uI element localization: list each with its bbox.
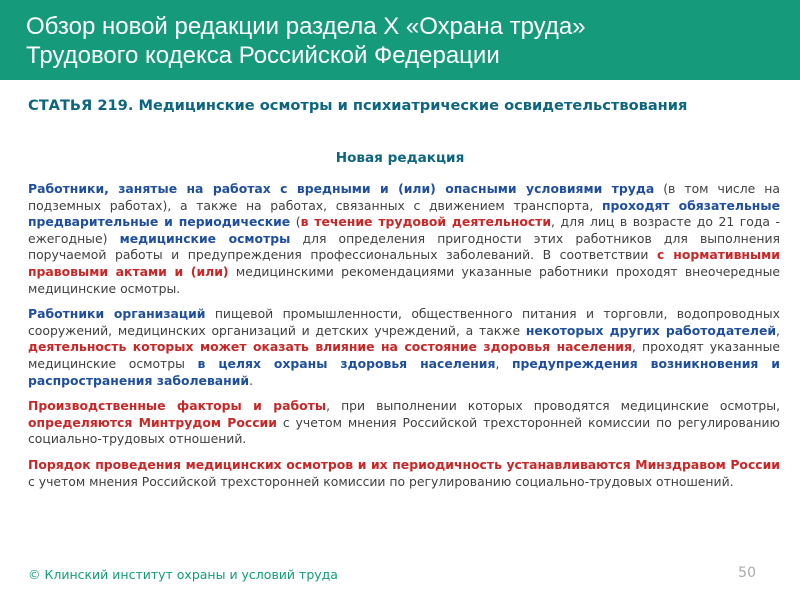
paragraph-3-segment: определяются Минтрудом России — [28, 414, 277, 430]
paragraph-2-segment: , — [495, 355, 512, 371]
paragraph-4 — [28, 457, 780, 490]
article-body — [28, 181, 780, 499]
paragraph-1-segment: (в том числе на подземных работах), а также на работах, связанных с движением транспорта, — [28, 181, 780, 213]
paragraph-2-segment: деятельность которых может оказать влияние на состояние здоровья населения — [28, 339, 632, 355]
paragraph-1-segment: ( — [290, 214, 301, 230]
edition-subtitle: Новая редакция — [335, 150, 465, 166]
paragraph-3 — [28, 398, 780, 448]
paragraph-3-segment: Производственные факторы и работы — [28, 398, 327, 414]
paragraph-1-segment: для определения пригодности этих работников для выполнения поручаемой работы и предупреждения профессиональных заболеваний. В соответствии — [28, 230, 780, 263]
paragraph-1-segment: в течение трудовой деятельности — [300, 214, 552, 230]
paragraph-2-segment: некоторых других работодателей — [525, 322, 777, 338]
paragraph-1-segment: медицинские осмотры — [119, 230, 291, 246]
slide-title-line-2: Трудового кодекса Российской Федерации — [26, 42, 500, 69]
paragraph-2-segment: . — [249, 372, 254, 388]
paragraph-3-segment: , при выполнении которых проводятся медицинские осмотры, — [326, 398, 781, 414]
paragraph-1-segment: , для лиц в возрасте до 21 года - ежегодные) — [28, 214, 780, 246]
paragraph-3-segment: с учетом мнения Российской трехсторонней комиссии по регулированию социально-трудовых отношений. — [28, 414, 780, 447]
paragraph-1-segment: с нормативными правовыми актами и (или) — [28, 247, 780, 279]
paragraph-1-segment: проходят обязательные предварительные и периодические — [28, 197, 780, 230]
paragraph-2-segment: пищевой промышленности, общественного питания и торговли, водопроводных сооружений, медицинских организаций и детских учреждений, а также — [28, 306, 781, 338]
paragraph-1-segment: Работники, занятые на работах с вредными и (или) опасными условиями труда — [28, 181, 655, 196]
slide-title-line-1: Обзор новой редакции раздела Х «Охрана труда» — [26, 13, 586, 40]
paragraph-2-segment: , — [776, 322, 780, 338]
paragraph-2-segment: , проходят указанные медицинские осмотры — [28, 339, 781, 371]
paragraph-4-segment: Порядок проведения медицинских осмотров и их периодичность устанавливаются Минздравом России — [28, 456, 780, 472]
paragraph-2-segment: предупреждения возникновения и распространения заболеваний — [28, 355, 780, 388]
paragraph-4-segment: с учетом мнения Российской трехсторонней комиссии по регулированию социально-трудовых отношений. — [28, 473, 734, 489]
page-number: 50 — [738, 565, 756, 581]
paragraph-1 — [28, 181, 780, 297]
paragraph-2-segment: Работники организаций — [28, 306, 206, 322]
paragraph-2-segment: в целях охраны здоровья населения — [197, 355, 496, 371]
copyright-footer: © Клинский институт охраны и условий труда — [28, 567, 338, 582]
slide-header — [0, 0, 800, 80]
article-title: СТАТЬЯ 219. Медицинские осмотры и психиатрические освидетельствования — [28, 97, 688, 114]
paragraph-2 — [28, 306, 780, 389]
paragraph-1-segment: медицинскими рекомендациями указанные работники проходят внеочередные медицинские осмотры. — [28, 263, 780, 296]
